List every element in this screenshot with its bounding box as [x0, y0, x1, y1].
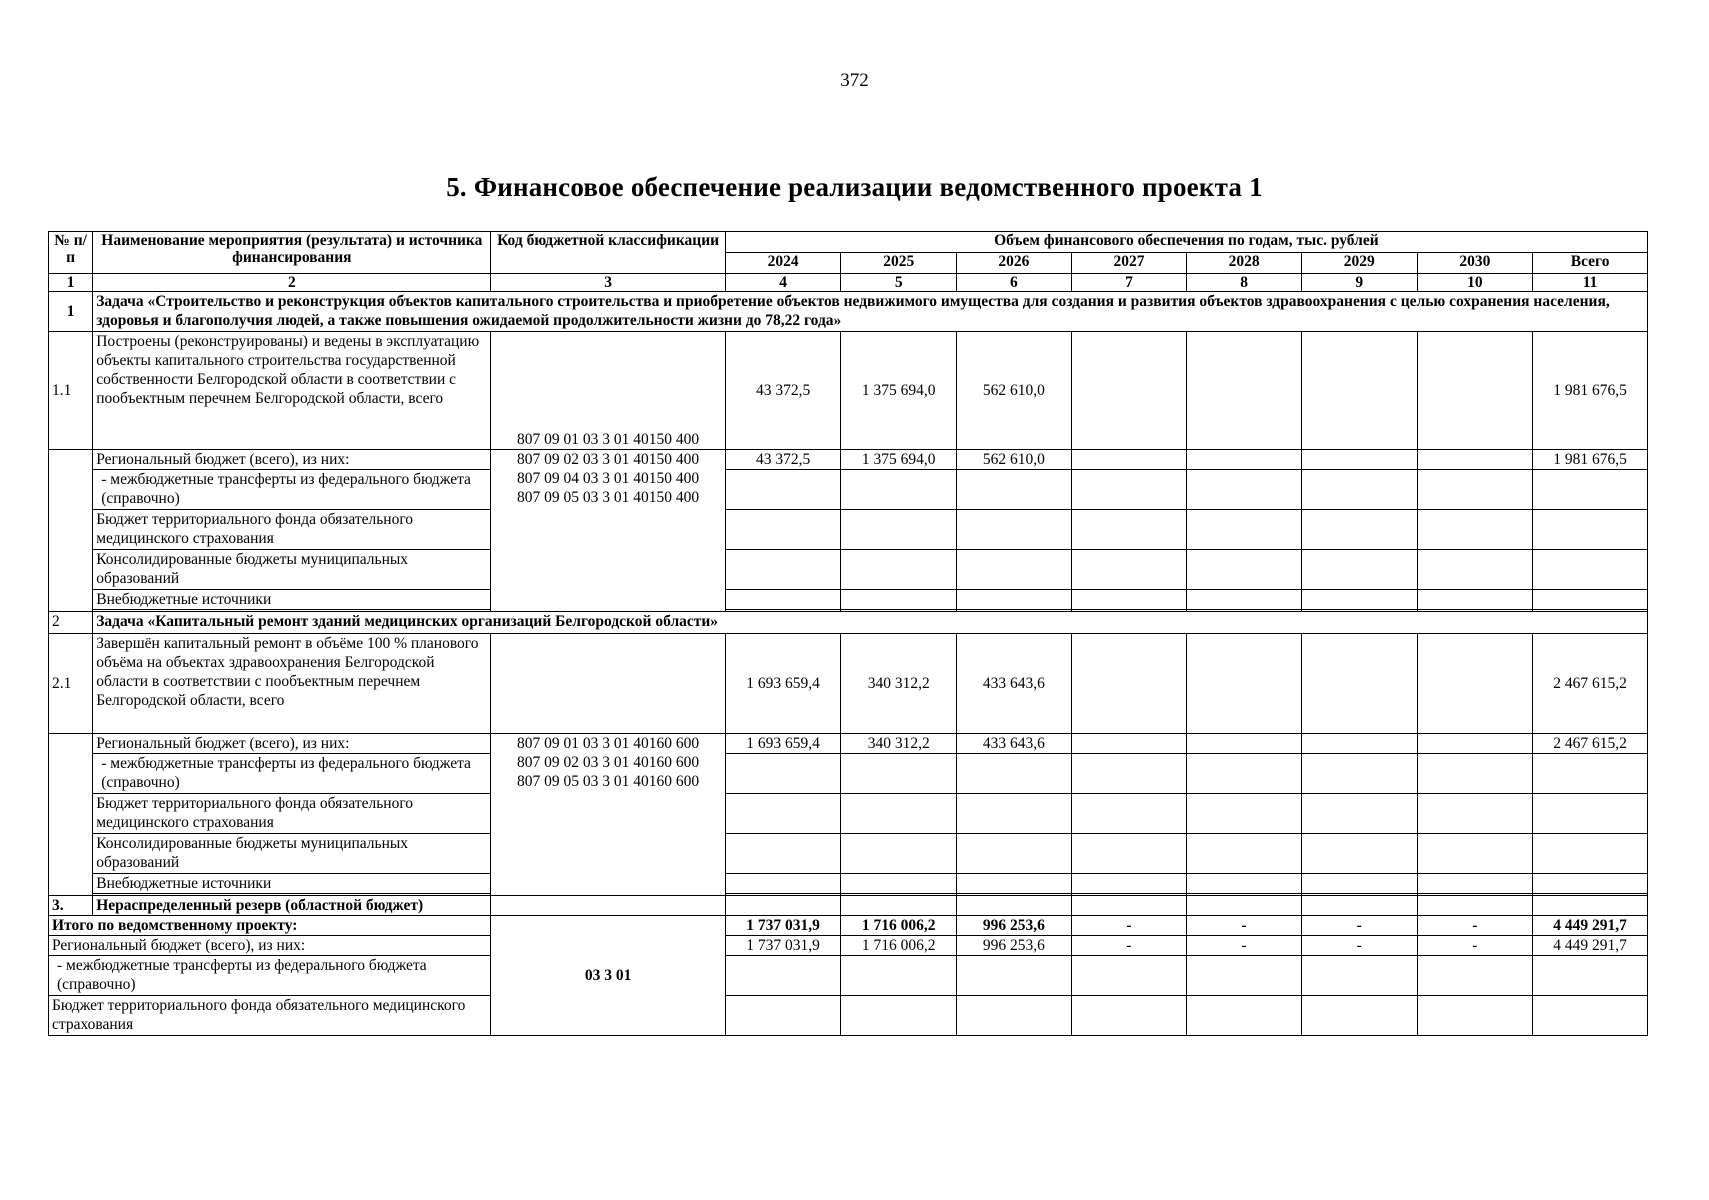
empty-cell — [49, 450, 93, 612]
value-cell — [1071, 450, 1187, 470]
value-total: 2 467 615,2 — [1533, 734, 1648, 754]
total-value: 996 253,6 — [957, 916, 1072, 936]
value-cell: 1 375 694,0 — [841, 450, 957, 470]
column-number: 7 — [1071, 274, 1187, 292]
reserve-name: Нераспределенный резерв (областной бюджет) — [93, 896, 491, 916]
reserve-number: 3. — [49, 896, 93, 916]
source-extrabudget: Внебюджетные источники — [93, 874, 491, 894]
header-volume: Объем финансового обеспечения по годам, тыс. рублей — [725, 232, 1647, 253]
value-cell — [1417, 734, 1533, 754]
item-number: 1.1 — [49, 332, 93, 450]
total-value: 996 253,6 — [957, 936, 1072, 956]
total-value: - — [1071, 916, 1187, 936]
budget-code: 807 09 01 03 3 01 40160 600 — [517, 735, 700, 752]
value-cell: 562 610,0 — [957, 332, 1072, 450]
value-cell — [1071, 734, 1187, 754]
value-cell: 340 312,2 — [841, 634, 957, 734]
header-year: 2030 — [1417, 253, 1533, 274]
item-name: Завершён капитальный ремонт в объёме 100 % планового объёма на объектах здравоохранения Белгородской области в соответствии с пообъектным перечнем Белгородской области, всего — [93, 634, 491, 734]
total-project-label: Итого по ведомственному проекту: — [49, 916, 491, 936]
source-municipal: Консолидированные бюджеты муниципальных образований — [93, 834, 491, 874]
value-cell: 562 610,0 — [957, 450, 1072, 470]
value-cell: 43 372,5 — [725, 332, 841, 450]
total-value: - — [1187, 916, 1302, 936]
value-total: 1 981 676,5 — [1533, 450, 1648, 470]
total-value: 1 737 031,9 — [725, 916, 841, 936]
total-value: 1 716 006,2 — [841, 916, 957, 936]
column-number: 2 — [93, 274, 491, 292]
total-value: - — [1071, 936, 1187, 956]
source-transfers: - межбюджетные трансферты из федерального бюджета (справочно) — [93, 470, 491, 510]
column-number: 1 — [49, 274, 93, 292]
budget-code: 807 09 05 03 3 01 40160 600 — [517, 773, 700, 790]
source-regional: Региональный бюджет (всего), из них: — [93, 450, 491, 470]
header-year: 2025 — [841, 253, 957, 274]
value-cell — [1301, 450, 1417, 470]
source-municipal: Консолидированные бюджеты муниципальных образований — [93, 550, 491, 590]
value-total: 1 981 676,5 — [1533, 332, 1648, 450]
header-total: Всего — [1533, 253, 1648, 274]
empty-cell — [49, 734, 93, 896]
column-number: 11 — [1533, 274, 1648, 292]
budget-codes — [491, 450, 725, 612]
page-number: 372 — [840, 70, 869, 91]
value-cell: 433 643,6 — [957, 634, 1072, 734]
value-cell — [1071, 634, 1187, 734]
header-name: Наименование мероприятия (результата) и источника финансирования — [93, 232, 491, 274]
budget-code: 807 09 02 03 3 01 40160 600 — [517, 754, 700, 771]
total-grand: 4 449 291,7 — [1533, 916, 1648, 936]
item-name: Построены (реконструированы) и ведены в эксплуатацию объекты капитального строительства государственной собственности Белгородской области в соответствии с пообъектным перечнем Белгородской области, всего — [93, 332, 491, 450]
total-value: 1 737 031,9 — [725, 936, 841, 956]
column-number: 6 — [957, 274, 1072, 292]
total-value: 1 716 006,2 — [841, 936, 957, 956]
value-cell: 1 693 659,4 — [725, 634, 841, 734]
total-value: - — [1301, 916, 1417, 936]
column-number: 3 — [491, 274, 725, 292]
value-cell — [1301, 634, 1417, 734]
column-number: 10 — [1417, 274, 1533, 292]
column-number: 4 — [725, 274, 841, 292]
value-cell — [1417, 332, 1533, 450]
page-title: 5. Финансовое обеспечение реализации ведомственного проекта 1 — [446, 172, 1263, 202]
empty-cell — [491, 634, 725, 734]
source-tfoms: Бюджет территориального фонда обязательного медицинского страхования — [93, 794, 491, 834]
value-cell — [1417, 634, 1533, 734]
value-cell — [1187, 450, 1302, 470]
value-cell — [1187, 332, 1302, 450]
column-number: 5 — [841, 274, 957, 292]
financing-table — [48, 231, 1648, 1036]
total-tfoms-label: Бюджет территориального фонда обязательного медицинского страхования — [49, 996, 491, 1036]
total-value: - — [1187, 936, 1302, 956]
task-title: Задача «Капитальный ремонт зданий медицинских организаций Белгородской области» — [93, 612, 1648, 634]
value-cell: 433 643,6 — [957, 734, 1072, 754]
source-tfoms: Бюджет территориального фонда обязательного медицинского страхования — [93, 510, 491, 550]
item-number: 2.1 — [49, 634, 93, 734]
budget-code: 807 09 01 03 3 01 40150 400 — [491, 332, 725, 450]
header-year: 2028 — [1187, 253, 1302, 274]
column-number: 8 — [1187, 274, 1302, 292]
budget-code: 807 09 02 03 3 01 40150 400 — [517, 451, 700, 468]
source-extrabudget: Внебюджетные источники — [93, 590, 491, 610]
header-year: 2029 — [1301, 253, 1417, 274]
value-cell: 1 375 694,0 — [841, 332, 957, 450]
value-cell — [1417, 450, 1533, 470]
source-transfers: - межбюджетные трансферты из федерального бюджета (справочно) — [93, 754, 491, 794]
total-grand: 4 449 291,7 — [1533, 936, 1648, 956]
header-year: 2024 — [725, 253, 841, 274]
budget-code: 807 09 05 03 3 01 40150 400 — [517, 489, 700, 506]
value-total: 2 467 615,2 — [1533, 634, 1648, 734]
value-cell: 340 312,2 — [841, 734, 957, 754]
value-cell: 43 372,5 — [725, 450, 841, 470]
header-year: 2027 — [1071, 253, 1187, 274]
source-regional: Региональный бюджет (всего), из них: — [93, 734, 491, 754]
header-year: 2026 — [957, 253, 1072, 274]
header-code: Код бюджетной классификации — [491, 232, 725, 274]
task-number: 2 — [49, 612, 93, 634]
total-code: 03 3 01 — [491, 916, 725, 1036]
budget-code: 807 09 04 03 3 01 40150 400 — [517, 470, 700, 487]
task-number: 1 — [49, 292, 93, 332]
total-transfers-label: - межбюджетные трансферты из федерального бюджета (справочно) — [49, 956, 491, 996]
column-number: 9 — [1301, 274, 1417, 292]
total-value: - — [1417, 916, 1533, 936]
value-cell — [1187, 734, 1302, 754]
task-title: Задача «Строительство и реконструкция объектов капитального строительства и приобретение объектов недвижимого имущества для создания и развития объектов здравоохранения с целью сохранения населения, здоровья и благополучия людей, а также повышения ожидаемой продолжительности жизни до 78,22 года» — [93, 292, 1648, 332]
value-cell — [1301, 332, 1417, 450]
total-value: - — [1301, 936, 1417, 956]
value-cell — [1301, 734, 1417, 754]
value-cell: 1 693 659,4 — [725, 734, 841, 754]
header-no: № п/п — [49, 232, 93, 274]
value-cell — [1071, 332, 1187, 450]
value-cell — [1187, 634, 1302, 734]
total-regional-label: Региональный бюджет (всего), из них: — [49, 936, 491, 956]
total-value: - — [1417, 936, 1533, 956]
budget-codes — [491, 734, 725, 896]
